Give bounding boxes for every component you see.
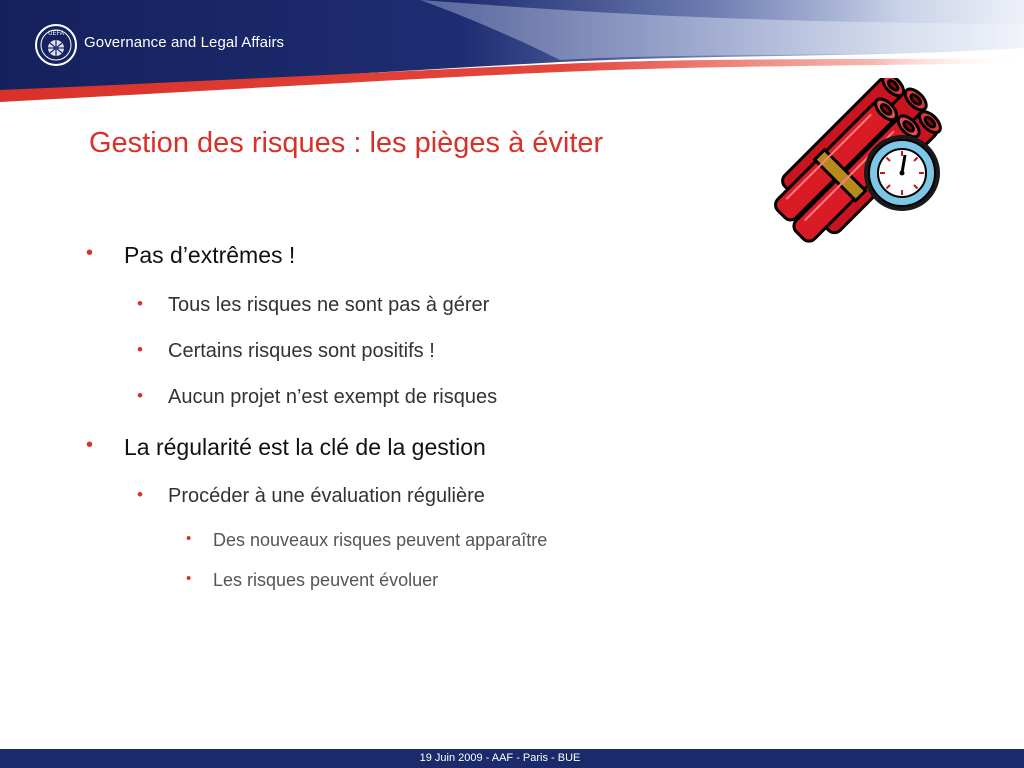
bullet-text: Pas d’extrêmes !: [124, 242, 296, 268]
slide-title: Gestion des risques : les pièges à éviter: [89, 127, 604, 159]
footer-text: 19 Juin 2009 - AAF - Paris - BUE: [419, 752, 581, 764]
sub-bullet-item: [137, 294, 490, 317]
bullet-text: Aucun projet n’est exempt de risques: [168, 386, 498, 408]
svg-text:UEFA: UEFA: [48, 31, 64, 37]
bullet-glyph: •: [137, 294, 143, 313]
sub-bullet-item: [137, 386, 498, 409]
sub-bullet-item: [137, 485, 485, 508]
bullet-glyph: •: [86, 434, 94, 456]
dynamite-with-timer-icon: [750, 78, 955, 283]
sub-sub-bullet-item: [186, 570, 439, 591]
bullet-text: Certains risques sont positifs !: [168, 340, 435, 362]
bullet-text: La régularité est la clé de la gestion: [124, 434, 486, 460]
org-name: Governance and Legal Affairs: [84, 34, 285, 51]
bullet-glyph: •: [186, 530, 192, 547]
bullet-text: Les risques peuvent évoluer: [213, 570, 439, 590]
footer-bar: [0, 749, 1024, 768]
bullet-glyph: •: [186, 570, 192, 587]
sub-sub-bullet-item: [186, 530, 548, 551]
bullet-glyph: •: [86, 242, 94, 264]
bullet-text: Des nouveaux risques peuvent apparaître: [213, 530, 548, 550]
bullet-text: Procéder à une évaluation régulière: [168, 485, 485, 507]
bullet-glyph: •: [137, 386, 143, 405]
bullet-item: [86, 242, 296, 269]
bullet-glyph: •: [137, 485, 143, 504]
bullet-glyph: •: [137, 340, 143, 359]
bullet-text: Tous les risques ne sont pas à gérer: [168, 294, 490, 316]
sub-bullet-item: [137, 340, 435, 363]
uefa-logo: [34, 23, 78, 67]
bullet-item: [86, 434, 486, 461]
